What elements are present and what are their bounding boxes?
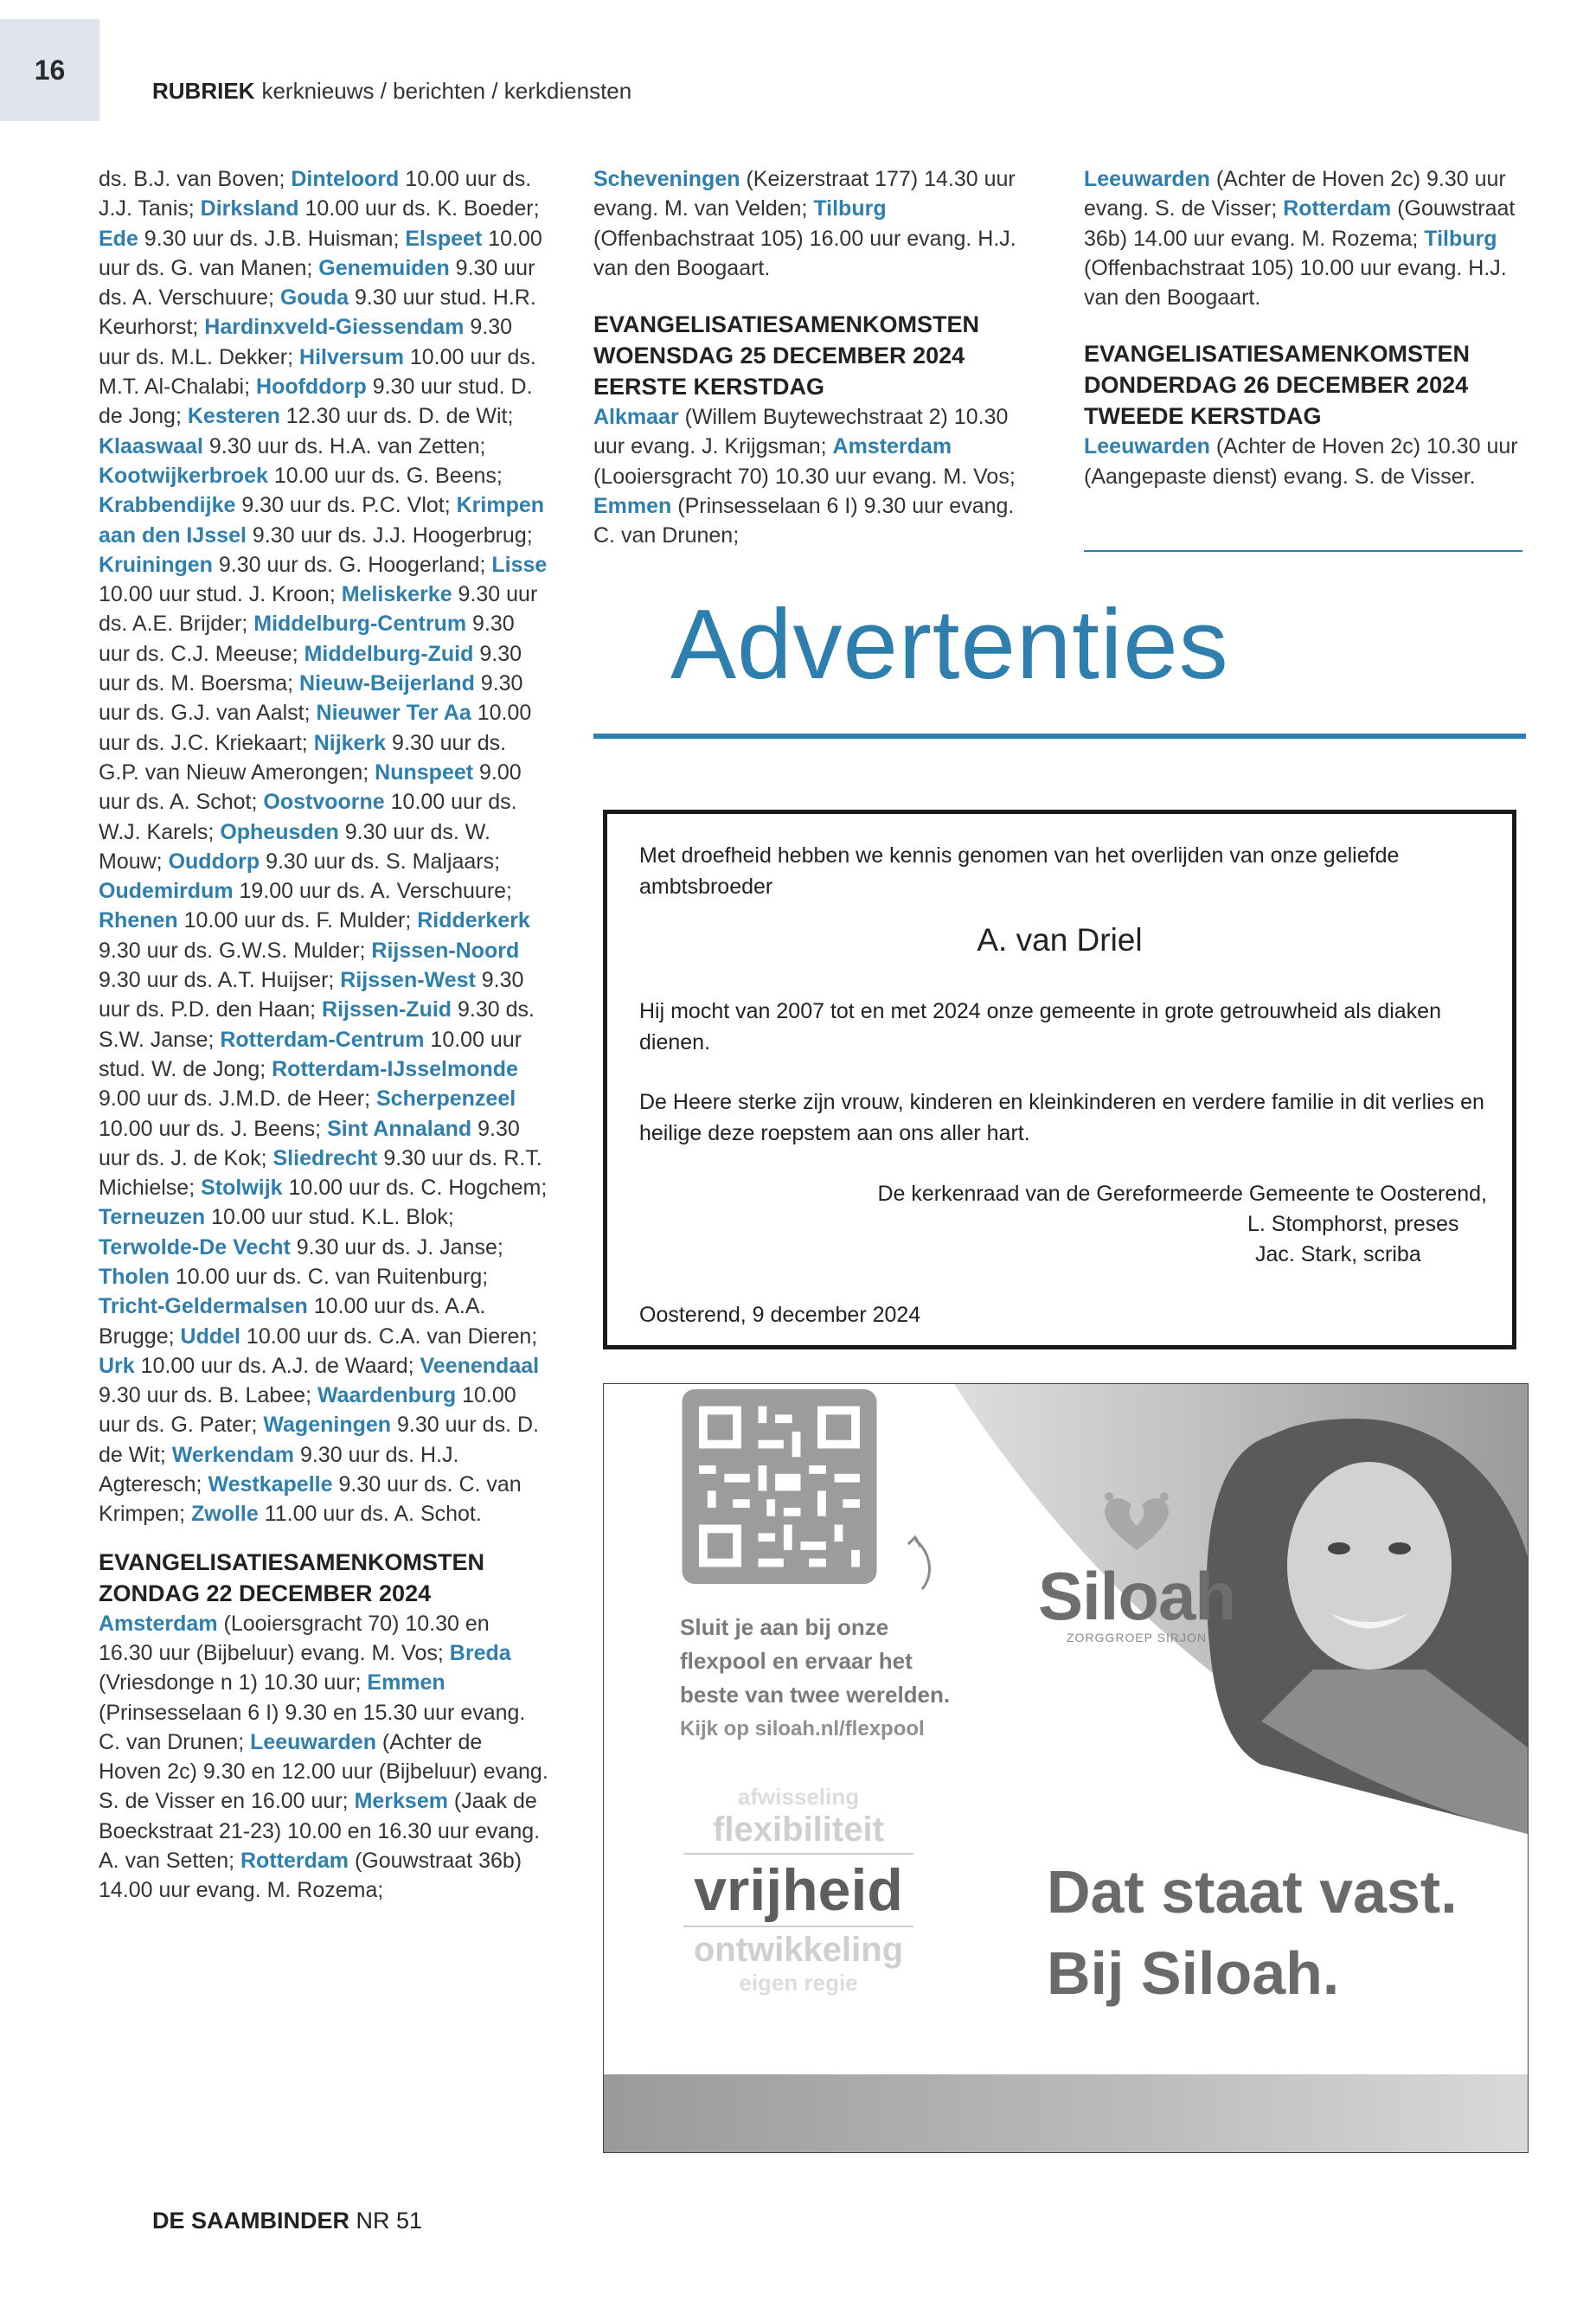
town-name: Waardenburg <box>317 1383 457 1408</box>
service-details: 9.30 uur ds. G.J. van Aalst; <box>99 671 523 726</box>
service-details: 10.00 uur ds. C. van Ruitenburg; <box>169 1264 489 1289</box>
service-details: (Willem Buytewechstraat 2) 10.30 uur evang. J. Krijgsman; <box>593 405 1009 459</box>
town-name: Hoofddorp <box>256 375 367 400</box>
service-details: 10.00 uur ds. K. Boeder; <box>298 196 540 221</box>
service-details: 9.30 uur ds. P.D. den Haan; <box>99 968 524 1022</box>
town-name: Rotterdam <box>240 1849 349 1874</box>
town-name: Krabbendijke <box>99 493 236 518</box>
town-name: Terneuzen <box>99 1205 206 1230</box>
town-name: Gouda <box>279 285 349 311</box>
town-name: Rotterdam-IJsselmonde <box>272 1056 518 1081</box>
notice-signature-3: Jac. Stark, scriba <box>1255 1242 1421 1266</box>
service-details: (Offenbachstraat 105) 10.00 uur evang. H.J. van den Boogaart. <box>1084 255 1507 311</box>
town-name: Wageningen <box>263 1413 392 1438</box>
town-name: Middelburg-Centrum <box>253 612 467 637</box>
service-details: 10.00 uur stud. K.L. Blok; <box>205 1205 454 1230</box>
town-name: Rotterdam-Centrum <box>220 1027 425 1052</box>
notice-name: A. van Driel <box>977 922 1143 958</box>
town-name: Genemuiden <box>318 255 450 280</box>
service-details: 10.00 uur ds. M.T. Al-Chalabi; <box>99 344 536 400</box>
town-name: Alkmaar <box>593 405 679 430</box>
town-name: Rijssen-Noord <box>371 938 520 963</box>
heading-line: WOENSDAG 25 DECEMBER 2024 <box>593 343 965 369</box>
town-name: Opheusden <box>220 819 339 844</box>
heart-logo-icon <box>1093 1488 1180 1557</box>
service-details: ds. B.J. van Boven; <box>99 167 292 191</box>
value-word: afwisseling <box>737 1784 860 1810</box>
curved-arrow-icon <box>905 1535 939 1596</box>
ad-copy-line: beste van twee werelden. <box>680 1682 951 1708</box>
notice-signature-2: L. Stomphorst, preses <box>1247 1212 1459 1236</box>
death-notice <box>603 810 1516 1349</box>
town-name: Zwolle <box>190 1502 259 1527</box>
service-details: (Looiersgracht 70) 10.30 uur evang. M. Vos; <box>593 464 1016 489</box>
town-name: Nijkerk <box>313 730 387 755</box>
service-details: (Achter de Hoven 2c) 9.30 uur evang. S. de Visser; <box>1084 167 1506 221</box>
service-details: (Gouwstraat 36b) 14.00 uur evang. M. Rozema; <box>1084 196 1516 251</box>
siloah-advertisement[interactable] <box>603 1383 1529 2153</box>
service-details: (Looiersgracht 70) 10.30 en 16.30 uur (Bijbeluur) evang. M. Vos; <box>99 1611 490 1665</box>
service-details: 9.30 uur ds. D. de Wit; <box>99 1413 539 1467</box>
town-name: Westkapelle <box>208 1472 333 1497</box>
church-services-column-1 <box>99 164 548 1906</box>
page-header <box>152 78 631 105</box>
town-name: Nieuwer Ter Aa <box>316 701 471 726</box>
slogan-line: Dat staat vast. <box>1047 1858 1458 1926</box>
boxing-day-services-list <box>1084 432 1525 491</box>
service-details: 9.30 uur ds. G.P. van Nieuw Amerongen; <box>99 730 507 785</box>
section-label: RUBRIEK <box>152 78 255 104</box>
service-details: 9.30 uur ds. G.W.S. Mulder; <box>99 938 372 963</box>
service-details: 9.30 uur ds. J. Janse; <box>290 1234 503 1259</box>
christmas-day-heading <box>593 309 1035 402</box>
service-details: 9.30 uur ds. W. Mouw; <box>99 819 490 874</box>
service-details: (Keizerstraat 177) 14.30 uur evang. M. van Velden; <box>593 167 1016 221</box>
service-details: 10.00 uur ds. G. Beens; <box>267 463 503 488</box>
service-details: 10.00 uur ds. G. Pater; <box>99 1383 516 1438</box>
service-details: 9.30 uur ds. J.J. Hoogerbrug; <box>246 522 533 548</box>
town-name: Rijssen-Zuid <box>322 997 452 1022</box>
town-name: Nunspeet <box>375 760 474 785</box>
town-name: Stolwijk <box>201 1176 283 1201</box>
service-details: 12.30 uur ds. D. de Wit; <box>279 404 514 429</box>
town-name: Tricht-Geldermalsen <box>99 1294 308 1319</box>
value-word: eigen regie <box>739 1970 858 1996</box>
service-details: (Jaak de Boeckstraat 21-23) 10.00 en 16.30 uur evang. A. van Setten; <box>99 1789 541 1874</box>
service-details: 10.00 uur ds. C. Hogchem; <box>282 1176 548 1201</box>
ad-bottom-bar <box>604 2074 1528 2152</box>
service-details: 10.00 uur ds. J. Beens; <box>99 1116 328 1141</box>
service-details: 9.30 uur ds. H.A. van Zetten; <box>202 433 486 458</box>
town-name: Scherpenzeel <box>375 1086 516 1112</box>
notice-text-1: Hij mocht van 2007 tot en met 2024 onze gemeente in grote getrouwheid als diaken dienen. <box>639 999 1441 1054</box>
town-name: Sint Annaland <box>327 1116 472 1141</box>
town-name: Nieuw-Beijerland <box>299 671 475 696</box>
service-details: 9.30 uur ds. A. Verschuure; <box>99 255 535 311</box>
page-number: 16 <box>0 19 99 121</box>
town-name: Ede <box>99 226 138 251</box>
slogan-line: Bij Siloah. <box>1047 1939 1340 2007</box>
service-details: 9.30 uur ds. M. Boersma; <box>99 641 522 696</box>
notice-place-date: Oosterend, 9 december 2024 <box>639 1303 921 1327</box>
town-name: Emmen <box>593 494 672 519</box>
advertisements-rule <box>593 734 1526 739</box>
service-details: 9.30 uur ds. J.B. Huisman; <box>138 226 406 251</box>
town-name: Dirksland <box>200 196 299 221</box>
issue-number: NR 51 <box>356 2208 423 2234</box>
town-name: Sliedrecht <box>272 1145 378 1170</box>
ad-slogan <box>1047 1851 1458 2014</box>
service-details: 10.00 uur ds. A.A. Brugge; <box>99 1294 486 1349</box>
christmas-services-list <box>593 402 1035 550</box>
value-word: flexibiliteit <box>713 1811 884 1849</box>
town-name: Elspeet <box>405 226 483 251</box>
service-details: 9.30 uur ds. R.T. Michielse; <box>99 1145 542 1201</box>
heading-line: TWEEDE KERSTDAG <box>1084 403 1322 430</box>
town-name: Hardinxveld-Giessendam <box>204 315 465 340</box>
heading-line: EVANGELISATIESAMENKOMSTEN <box>1084 341 1471 368</box>
service-details: 9.30 uur ds. H.J. Agteresch; <box>99 1442 459 1497</box>
service-details: 9.30 uur ds. B. Labee; <box>99 1383 317 1408</box>
church-services-list <box>1084 164 1525 312</box>
service-details: 9.30 uur ds. A.T. Huijser; <box>99 968 341 993</box>
service-details: (Prinsesselaan 6 I) 9.30 en 15.30 uur evang. C. van Drunen; <box>99 1700 526 1754</box>
town-name: Klaaswaal <box>99 433 203 458</box>
service-details: 9.30 uur stud. H.R. Keurhorst; <box>99 285 536 340</box>
service-details: 10.00 uur ds. A.J. de Waard; <box>134 1353 420 1378</box>
service-details: 9.30 uur ds. J. de Kok; <box>99 1116 520 1170</box>
ad-link[interactable]: Kijk op siloah.nl/flexpool <box>680 1717 925 1740</box>
town-name: Breda <box>449 1640 511 1665</box>
service-details: 9.30 uur ds. M.L. Dekker; <box>99 315 513 369</box>
service-details: 9.30 uur ds. C. van Krimpen; <box>99 1472 522 1527</box>
town-name: Leeuwarden <box>1084 167 1210 191</box>
town-name: Meliskerke <box>341 582 452 607</box>
heading-line: ZONDAG 22 DECEMBER 2024 <box>99 1580 432 1606</box>
section-subtitle: kerknieuws / berichten / kerkdiensten <box>261 78 632 104</box>
service-details: 9.30 uur ds. A.E. Brijder; <box>99 582 538 637</box>
town-name: Kootwijkerbroek <box>99 463 268 488</box>
church-services-column-2 <box>593 164 1035 551</box>
service-details: 9.30 uur ds. S. Maljaars; <box>260 849 501 874</box>
town-name: Amsterdam <box>832 434 952 459</box>
service-details: 9.00 uur ds. A. Schot; <box>99 760 522 815</box>
town-name: Leeuwarden <box>250 1729 376 1754</box>
heading-line: EERSTE KERSTDAG <box>593 374 825 401</box>
service-details: 9.00 uur ds. J.M.D. de Heer; <box>99 1086 376 1112</box>
divider <box>683 1926 913 1927</box>
service-details: 10.00 uur ds. F. Mulder; <box>177 908 418 933</box>
sunday-heading <box>99 1547 548 1609</box>
qr-code-icon[interactable] <box>680 1389 879 1584</box>
brand-subtitle: ZORGGROEP SIRJON <box>1067 1631 1207 1644</box>
church-services-list <box>99 164 548 1529</box>
service-details: (Achter de Hoven 2c) 10.30 uur (Aangepaste dienst) evang. S. de Visser. <box>1084 434 1518 489</box>
town-name: Oudemirdum <box>99 879 234 904</box>
page-footer <box>152 2208 422 2234</box>
town-name: Uddel <box>180 1324 240 1349</box>
magazine-name: DE SAAMBINDER <box>152 2208 350 2234</box>
heading-line: EVANGELISATIESAMENKOMSTEN <box>593 311 980 338</box>
service-details: 9.30 uur ds. C.J. Meeuse; <box>99 612 515 666</box>
notice-text-2: De Heere sterke zijn vrouw, kinderen en kleinkinderen en verdere familie in dit verlies en heilige deze roepstem aan ons aller hart. <box>639 1090 1484 1145</box>
service-details: (Prinsesselaan 6 I) 9.30 uur evang. C. van Drunen; <box>593 494 1015 548</box>
heading-line: DONDERDAG 26 DECEMBER 2024 <box>1084 372 1469 399</box>
value-words <box>673 1784 924 1997</box>
church-services-column-3 <box>1084 164 1525 491</box>
town-name: Urk <box>99 1353 135 1378</box>
brand-name: Siloah <box>1037 1558 1236 1634</box>
town-name: Emmen <box>367 1670 445 1695</box>
town-name: Ridderkerk <box>417 908 530 933</box>
town-name: Tilburg <box>813 196 887 221</box>
service-details: 10.00 uur ds. J.J. Tanis; <box>99 167 532 221</box>
town-name: Merksem <box>354 1789 448 1814</box>
value-word: ontwikkeling <box>693 1931 904 1969</box>
advertisements-title: Advertenties <box>670 590 1229 700</box>
town-name: Middelburg-Zuid <box>304 641 474 666</box>
boxing-day-heading <box>1084 338 1525 432</box>
town-name: Rhenen <box>99 908 178 933</box>
service-details: 9.30 uur ds. P.C. Vlot; <box>235 493 457 518</box>
town-name: Oostvoorne <box>263 790 385 815</box>
town-name: Lisse <box>491 552 548 577</box>
town-name: Hilversum <box>299 344 404 369</box>
service-details: (Offenbachstraat 105) 16.00 uur evang. H.J. van den Boogaart. <box>593 226 1016 280</box>
service-details: 11.00 uur ds. A. Schot. <box>258 1502 482 1527</box>
church-services-list <box>593 164 1035 283</box>
notice-intro: Met droefheid hebben we kennis genomen van het overlijden van onze geliefde ambtsbroeder <box>639 843 1400 899</box>
service-details: 10.00 uur ds. C.A. van Dieren; <box>240 1324 538 1349</box>
service-details: 9.30 uur ds. G. Hoogerland; <box>212 552 492 577</box>
town-name: Kesteren <box>187 404 280 429</box>
town-name: Werkendam <box>171 1442 295 1467</box>
service-details: 10.00 uur stud. W. de Jong; <box>99 1027 522 1081</box>
divider <box>683 1853 913 1855</box>
service-details: 10.00 uur ds. W.J. Karels; <box>99 790 517 844</box>
town-name: Rotterdam <box>1283 196 1392 221</box>
town-name: Tholen <box>99 1264 170 1289</box>
ad-copy-line: flexpool en ervaar het <box>680 1648 913 1674</box>
siloah-logo <box>1024 1488 1249 1644</box>
town-name: Veenendaal <box>420 1353 540 1378</box>
sunday-services-list <box>99 1609 548 1906</box>
value-word-highlight: vrijheid <box>694 1857 903 1923</box>
town-name: Dinteloord <box>291 167 400 191</box>
service-details: 9.30 ds. S.W. Janse; <box>99 997 535 1052</box>
service-details: (Vriesdonge n 1) 10.30 uur; <box>99 1670 368 1695</box>
town-name: Amsterdam <box>99 1611 218 1636</box>
service-details: (Achter de Hoven 2c) 9.30 en 12.00 uur (Bijbeluur) evang. S. de Visser en 16.00 uur; <box>99 1729 548 1814</box>
heading-line: EVANGELISATIESAMENKOMSTEN <box>99 1548 485 1575</box>
town-name: Scheveningen <box>593 167 740 191</box>
town-name: Terwolde-De Vecht <box>99 1234 291 1259</box>
service-details: 10.00 uur stud. J. Kroon; <box>99 582 342 607</box>
ad-copy-line: Sluit je aan bij onze <box>680 1614 889 1640</box>
service-details: 9.30 uur stud. D. de Jong; <box>99 375 533 429</box>
service-details: (Gouwstraat 36b) 14.00 uur evang. M. Rozema; <box>99 1849 522 1903</box>
town-name: Ouddorp <box>168 849 260 874</box>
section-divider <box>1084 550 1522 552</box>
service-details: 10.00 uur ds. G. van Manen; <box>99 226 542 280</box>
service-details: 19.00 uur ds. A. Verschuure; <box>233 879 513 904</box>
service-details: 10.00 uur ds. J.C. Kriekaart; <box>99 701 532 755</box>
town-name: Krimpen aan den IJssel <box>99 493 545 548</box>
town-name: Kruiningen <box>99 552 213 577</box>
town-name: Rijssen-West <box>340 968 476 993</box>
notice-signature-1: De kerkenraad van de Gereformeerde Gemeente te Oosterend, <box>877 1182 1487 1206</box>
town-name: Leeuwarden <box>1084 434 1210 459</box>
town-name: Tilburg <box>1424 226 1497 251</box>
ad-copy <box>680 1611 1009 1746</box>
